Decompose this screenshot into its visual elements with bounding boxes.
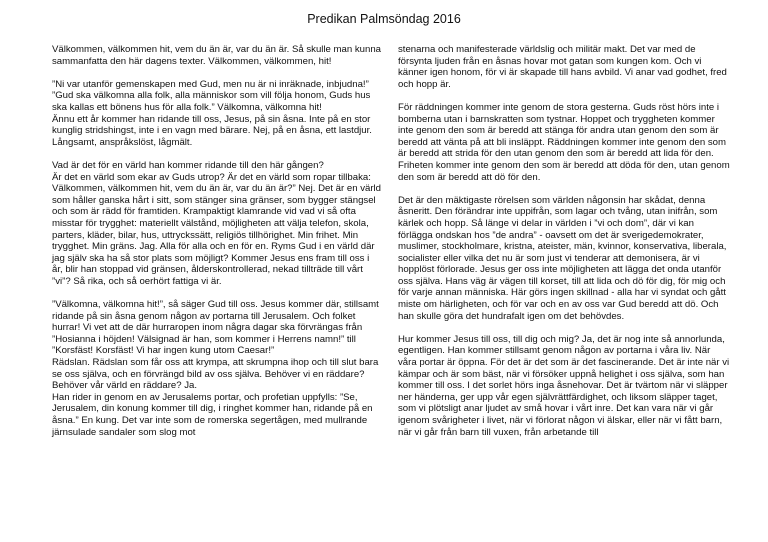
document-title: Predikan Palmsöndag 2016 xyxy=(307,12,461,26)
left-column xyxy=(52,44,382,450)
paragraph: För räddningen kommer inte genom de stora gesterna. Guds röst hörs inte i bomberna utan i barnskratten som tystnar. Hoppet och tryggheten kommer inte genom den som är beredd att stänga för andra utan genom den som är beredd att vänta på att bli insläppt. Räddningen kommer inte genom den som är beredd att strida för den utan genom den som är beredd att lida för den. Friheten kommer inte genom den som är beredd att döda för den, utan genom den som är beredd att dö för den. xyxy=(398,101,730,183)
paragraph: Vad är det för en värld han kommer ridande till den här gången? Är det en värld som ekar av Guds utrop? Är det en värld som ropar tillbaka: Välkommen, välkommen hit, vem du än är, var du än är?” Nej. Det är en värld som håller ganska hårt i sitt, som stänger sina gränser, som bygger stängsel och som är rädd för framtiden. Krampaktigt klamrande vid vad vi så ofta misstar för trygghet: materiellt välstånd, möjligheten att välja telefon, skola, parters, kläder, bilar, hus, uttryckssätt, religiös tillhörighet. Min frihet. Min trygghet. Min gräns. Jag. Alla för alla och en för en. Ryms Gud i en värld där jag själv ska ha så stor plats som möjligt? Kommer Jesus ens fram till oss i år, blir han stoppad vid gränsen, ålderskontrollerad, nekad tillträde till vårt ”vi”? Så rika, och så oerhört fattiga vi är. xyxy=(52,159,381,287)
right-column xyxy=(398,44,730,450)
paragraph: ”Ni var utanför gemenskapen med Gud, men nu är ni inräknade, inbjudna!” ”Gud ska välkomna alla folk, alla människor som vill följa honom, Guds hus ska kallas ett bönens hus för alla folk.” Välkomna, välkomna hit! Ännu ett år kommer han ridande till oss, Jesus, på sin åsna. Inte på en stor kunglig stridshingst, inte i en vagn med bärare. Nej, på en åsna, ett lastdjur. Långsamt, anspråkslöst, lågmält. xyxy=(52,78,372,148)
paragraph: Det är den mäktigaste rörelsen som världen någonsin har skådat, denna åsneritt. Den förändrar inte uppifrån, som lagar och tvång, utan inifrån, som kärlek och hopp. Så länge vi delar in världen i ”vi och dom”, där vi kan förlägga ondskan hos ”de andra” - oavsett om det är sverigedemokrater, muslimer, stockholmare, kristna, ateister, män, kvinnor, konservativa, liberala, socialister eller vilka det nu är som just vi tenderar att demonisera, är vi hopplöst förlorade. Jesus ger oss inte möjligheten att lägga det onda utanför oss själva. Hans väg är vägen till korset, till att lida och dö för dig, för mig och för varje annan människa. Här görs ingen skillnad - alla har vi syndat och gått miste om härligheten, och för var och en av oss var Gud beredd att dö. Och han skulle göra det hundrafalt igen om det behövdes. xyxy=(398,194,727,322)
paragraph: ”Välkomna, välkomna hit!”, så säger Gud till oss. Jesus kommer där, stillsamt ridande på sin åsna genom någon av portarna till Jerusalem. Och folket hurrar! Vi vet att de där hurraropen inom några dagar ska förvrängas från ”Hosianna i höjden! Välsignad är han, som kommer i Herrens namn!” till ”Korsfäst! Korsfäst! Vi har ingen kung utom Caesar!” Rädslan. Rädslan som får oss att krympa, att skrumpna ihop och till slut bara se oss själva, och en förvrängd bild av oss själva. Behöver vi en räddare? Behöver vår värld en räddare? Ja. Han rider in genom en av Jerusalems portar, och profetian uppfylls: ”Se, Jerusalem, din konung kommer till dig, i ringhet kommer han, ridande på en åsna.” En kung. Det var inte som de romerska segertågen, med mullrande järnsulade sandaler som slog mot xyxy=(52,299,379,438)
paragraph: Hur kommer Jesus till oss, till dig och mig? Ja, det är nog inte så annorlunda, egentligen. Han kommer stillsamt genom någon av portarna i våra liv. När våra portar är öppna. För det är det som är det fascinerande. Det är inte när vi kämpar och är som bäst, när vi försöker uppnå helighet i oss själva, som han kommer till oss. I det sorlet hörs inga åsnehovar. Det är tvärtom när vi släpper ner händerna, ger upp vår egen självrättfärdighet, och liksom släpper taget, som vi plötsligt anar ljudet av små hovar i vårt inre. Det kan vara när vi går igenom svårigheter i livet, när vi förlorat någon vi älskar, eller när vi fått barn, när vi går från barn till vuxen, från arbetande till xyxy=(398,333,730,438)
paragraph: Välkommen, välkommen hit, vem du än är, var du än är. Så skulle man kunna sammanfatta den här dagens texter. Välkommen, välkommen, hit! xyxy=(52,44,382,67)
paragraph: stenarna och manifesterade världslig och militär makt. Det var med de försynta ljuden från en åsnas hovar mot gatan som kungen kom. Och vi känner igen honom, för vi är skapade till hans avbild. Vi anar vad godhet, fred och hopp är. xyxy=(398,44,727,90)
